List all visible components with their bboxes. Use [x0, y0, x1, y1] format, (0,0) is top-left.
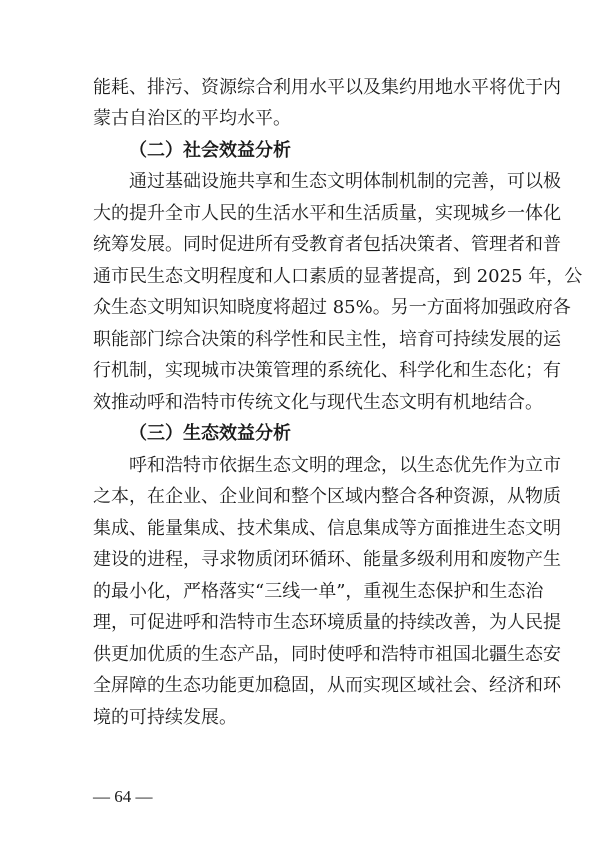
paragraph-line: 大的提升全市人民的生活水平和生活质量，实现城乡一体化 — [93, 203, 561, 224]
paragraph-line: 的最小化，严格落实“三线一单”，重视生态保护和生态治 — [93, 581, 544, 602]
paragraph-line: 蒙古自治区的平均水平。 — [93, 108, 291, 129]
paragraph-line: 建设的进程，寻求物质闭环循环、能量多级利用和废物产生 — [93, 549, 561, 570]
paragraph-line: 众生态文明知识知晓度将超过 85%。另一方面将加强政府各 — [93, 297, 571, 318]
paragraph-line: 通市民生态文明程度和人口素质的显著提高，到 2025 年，公 — [93, 266, 583, 287]
paragraph-line: 统筹发展。同时促进所有受教育者包括决策者、管理者和普 — [93, 234, 561, 255]
paragraph-line: 效推动呼和浩特市传统文化与现代生态文明有机地结合。 — [93, 392, 543, 413]
paragraph-line: 集成、能量集成、技术集成、信息集成等方面推进生态文明 — [93, 518, 561, 539]
paragraph-line: 全屏障的生态功能更加稳固，从而实现区域社会、经济和环 — [93, 675, 561, 696]
paragraph-line: 通过基础设施共享和生态文明体制机制的完善，可以极 — [129, 171, 561, 192]
paragraph-line: 职能部门综合决策的科学性和民主性，培育可持续发展的运 — [93, 329, 561, 350]
paragraph-line: 呼和浩特市依据生态文明的理念，以生态优先作为立市 — [129, 455, 561, 476]
paragraph-line: 之本，在企业、企业间和整个区域内整合各种资源，从物质 — [93, 486, 561, 507]
paragraph-line: 境的可持续发展。 — [93, 707, 237, 728]
paragraph-line: 供更加优质的生态产品，同时使呼和浩特市祖国北疆生态安 — [93, 644, 561, 665]
section-heading-social-benefits: （二）社会效益分析 — [129, 140, 291, 161]
page-number: — 64 — — [93, 787, 153, 806]
paragraph-line: 理，可促进呼和浩特市生态环境质量的持续改善，为人民提 — [93, 612, 561, 633]
paragraph-line: 能耗、排污、资源综合利用水平以及集约用地水平将优于内 — [93, 77, 561, 98]
section-heading-ecological-benefits: （三）生态效益分析 — [129, 423, 291, 444]
paragraph-line: 行机制，实现城市决策管理的系统化、科学化和生态化；有 — [93, 360, 561, 381]
